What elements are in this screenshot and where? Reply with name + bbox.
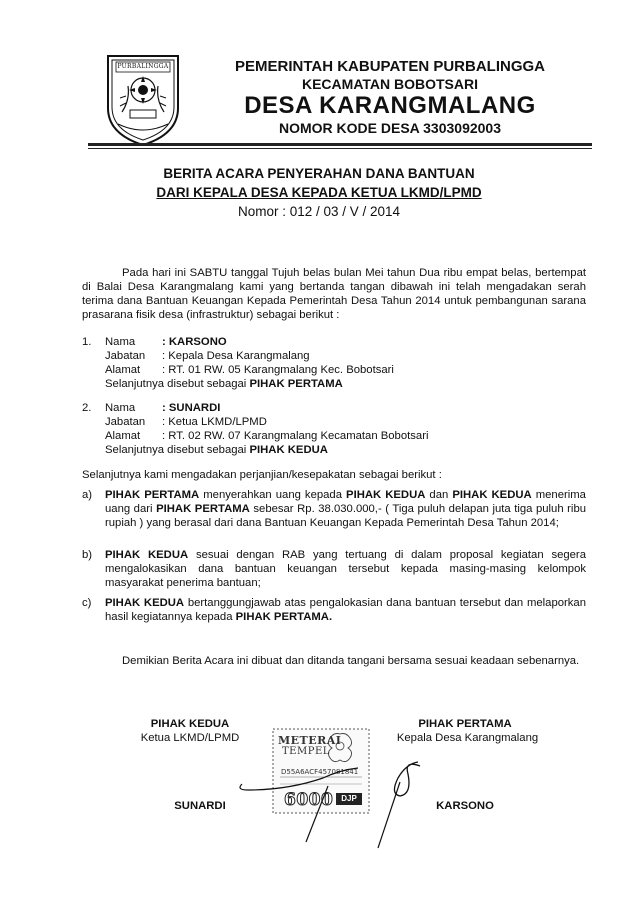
point-a-party-third: PIHAK KEDUA: [452, 489, 532, 501]
intro-paragraph: Pada hari ini SABTU tanggal Tujuh belas bulan Mei tahun Dua ribu empat belas, bertempat di Balai Desa Karangmalang kami yang bertanda tangan dibawah ini telah mengadakan serah terima dana Bantuan Keuangan Kepada Pemerintah Desa Tahun 2014 untuk pembangunan sarana prasarana fisik desa (infrastruktur) sebagai berikut :: [82, 267, 586, 321]
point-a-label: a): [82, 489, 93, 501]
party2-designation-text: Selanjutnya disebut sebagai: [105, 444, 247, 456]
regency-emblem: [100, 48, 186, 148]
party1-alamat-label: Alamat: [105, 364, 141, 376]
point-c-text-1: bertanggungjawab atas pengalokasian dana bantuan tersebut dan melaporkan hasil kegiatannya kepada: [105, 597, 586, 623]
letterhead-district: KECAMATAN BOBOTSARI: [301, 76, 479, 92]
document-subtitle-text: DARI KEPALA DESA KEPADA KETUA LKMD/LPMD: [156, 185, 482, 200]
left-signatory-name: SUNARDI: [174, 800, 226, 812]
point-a-text-3: menerima uang dari: [105, 489, 586, 515]
party2-alamat: : RT. 02 RW. 07 Karangmalang Kecamatan Bobotsari: [162, 430, 429, 442]
stamp-serial-code: D55A6ACF457081841: [281, 768, 359, 776]
document-subtitle: [60, 184, 578, 201]
point-c-party-second: PIHAK PERTAMA.: [235, 611, 333, 623]
letterhead-village: DESA KARANGMALANG: [244, 92, 536, 119]
meterai-label: METERAI: [278, 734, 342, 747]
party1-jabatan: : Kepala Desa Karangmalang: [162, 350, 310, 362]
point-b-label: b): [82, 549, 93, 561]
right-signatory-role: Kepala Desa Karangmalang: [396, 732, 539, 744]
party1-designation-role: PIHAK PERTAMA: [249, 378, 343, 390]
stamp-djp-label: DJP: [341, 794, 357, 803]
point-a-party-fourth: PIHAK PERTAMA: [156, 503, 250, 515]
point-c-party: PIHAK KEDUA: [105, 597, 185, 609]
party1-jabatan-label: Jabatan: [105, 350, 146, 362]
point-c-text: [105, 596, 586, 624]
point-a-party-first: PIHAK PERTAMA: [105, 489, 200, 501]
document-title: BERITA ACARA PENYERAHAN DANA BANTUAN: [163, 166, 475, 181]
closing-paragraph: Demikian Berita Acara ini dibuat dan ditanda tangani bersama sesuai keadaan sebenarnya.: [122, 655, 580, 667]
point-a-text-1: menyerahkan uang kepada: [199, 489, 347, 501]
right-signatory-name: KARSONO: [436, 800, 494, 812]
party2-nama: : SUNARDI: [162, 402, 221, 414]
party2-number: 2.: [82, 402, 92, 414]
tempel-label: TEMPEL: [282, 746, 330, 757]
letterhead-government: PEMERINTAH KABUPATEN PURBALINGGA: [235, 58, 545, 75]
party1-number: 1.: [82, 336, 92, 348]
point-c-label: c): [82, 597, 92, 609]
point-b-text-1: sesuai dengan RAB yang tertuang di dalam proposal kegiatan segera mengalokasikan dana bantuan keuangan tersebut kepada masing-masing kelompok masyarakat penerima bantuan;: [105, 549, 586, 589]
point-a-text-4: sebesar Rp. 38.030.000,- ( Tiga puluh delapan juta tiga puluh ribu rupiah ) yang berasal dari dana Bantuan Keuangan Kepada Pemerintah Desa Tahun 2014;: [105, 503, 587, 529]
handwritten-signature: [228, 760, 448, 850]
point-a-party-second: PIHAK KEDUA: [346, 489, 426, 501]
agreement-intro: Selanjutnya kami mengadakan perjanjian/kesepakatan sebagai berikut :: [82, 469, 442, 481]
party1-nama: : KARSONO: [162, 336, 227, 348]
letterhead-divider-thin: [88, 148, 592, 149]
party1-designation: [105, 377, 343, 391]
right-signatory-title: PIHAK PERTAMA: [418, 718, 512, 730]
party1-alamat: : RT. 01 RW. 05 Karangmalang Kec. Bobotsari: [162, 364, 394, 376]
party1-designation-text: Selanjutnya disebut sebagai: [105, 378, 247, 390]
stamp-value: 6000: [284, 790, 334, 810]
letterhead-code: NOMOR KODE DESA 3303092003: [278, 120, 502, 136]
party2-jabatan-label: Jabatan: [105, 416, 146, 428]
party1-nama-label: Nama: [105, 336, 136, 348]
point-b-text: [105, 548, 586, 590]
letterhead-divider-thick: [88, 143, 592, 146]
left-signatory-title: PIHAK KEDUA: [150, 718, 230, 730]
party2-designation: [105, 443, 328, 457]
point-a-text: [105, 488, 586, 530]
party2-jabatan: : Ketua LKMD/LPMD: [162, 416, 267, 428]
point-a-text-2: dan: [425, 489, 453, 501]
party2-alamat-label: Alamat: [105, 430, 141, 442]
party2-nama-label: Nama: [105, 402, 136, 414]
party2-designation-role: PIHAK KEDUA: [249, 444, 328, 456]
left-signatory-role: Ketua LKMD/LPMD: [140, 732, 240, 744]
document-number: Nomor : 012 / 03 / V / 2014: [237, 204, 401, 219]
emblem-banner-text: PURBALINGGA: [117, 63, 169, 70]
point-b-party: PIHAK KEDUA: [105, 549, 189, 561]
